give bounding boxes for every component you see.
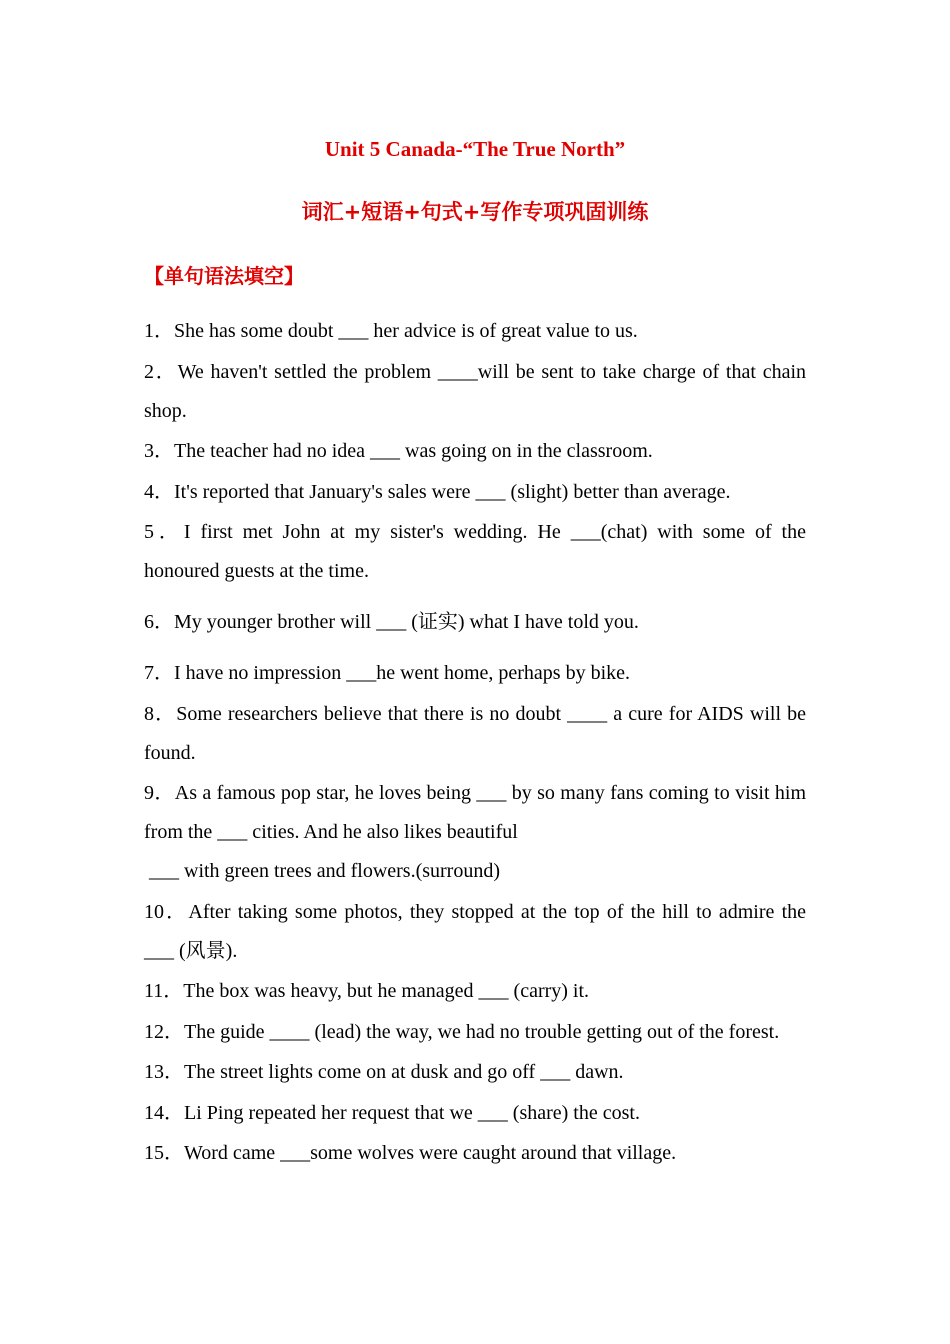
question-item bbox=[144, 654, 806, 693]
question-item bbox=[144, 1134, 806, 1173]
question-number: 11． bbox=[144, 980, 184, 1002]
question-text-continued: ___ with green trees and flowers.(surround) bbox=[144, 860, 501, 882]
question-item bbox=[144, 603, 806, 642]
question-item bbox=[144, 312, 806, 351]
question-item bbox=[144, 1013, 806, 1052]
question-number: 9． bbox=[144, 782, 175, 804]
question-text: She has some doubt ___ her advice is of great value to us. bbox=[174, 320, 638, 342]
section-heading: 【单句语法填空】 bbox=[144, 264, 304, 288]
question-text: The guide ____ (lead) the way, we had no trouble getting out of the forest. bbox=[184, 1020, 780, 1043]
question-text: I have no impression ___he went home, perhaps by bike. bbox=[174, 662, 631, 684]
question-number: 13． bbox=[144, 1061, 184, 1083]
question-item bbox=[144, 1094, 806, 1133]
question-list bbox=[144, 312, 806, 1175]
question-number: 7． bbox=[144, 662, 174, 684]
question-item bbox=[144, 1053, 806, 1092]
question-number: 10． bbox=[144, 900, 189, 923]
question-number: 14． bbox=[144, 1101, 184, 1124]
question-item bbox=[144, 432, 806, 471]
document-title: Unit 5 Canada-“The True North” bbox=[324, 137, 626, 161]
question-text: The street lights come on at dusk and go off ___ dawn. bbox=[184, 1061, 624, 1083]
question-item bbox=[144, 473, 806, 512]
question-item bbox=[144, 893, 806, 971]
question-text: My younger brother will ___ (证实) what I have told you. bbox=[174, 611, 639, 633]
question-number: 15． bbox=[144, 1142, 184, 1164]
question-number: 3． bbox=[144, 440, 174, 462]
question-text: The box was heavy, but he managed ___ (carry) it. bbox=[183, 980, 590, 1002]
document-subtitle: 词汇+短语+句式+写作专项巩固训练 bbox=[301, 200, 649, 224]
question-number: 1． bbox=[144, 320, 174, 342]
question-item bbox=[144, 513, 806, 591]
question-number: 2． bbox=[144, 360, 178, 383]
question-item bbox=[144, 972, 806, 1011]
question-text: I first met John at my sister's wedding. He ___(chat) with some of the honoured guests at the time. bbox=[144, 521, 806, 582]
question-text: Word came ___some wolves were caught around that village. bbox=[184, 1142, 677, 1164]
question-text: Li Ping repeated her request that we ___ (share) the cost. bbox=[184, 1101, 640, 1124]
question-number: 12． bbox=[144, 1020, 184, 1043]
question-item bbox=[144, 353, 806, 431]
question-item bbox=[144, 695, 806, 773]
question-number: 6． bbox=[144, 611, 174, 633]
question-number: 5． bbox=[144, 521, 184, 543]
question-text: It's reported that January's sales were ___ (slight) better than average. bbox=[174, 480, 731, 503]
question-number: 8． bbox=[144, 702, 177, 725]
question-text: We haven't settled the problem ____will be sent to take charge of that chain shop. bbox=[144, 360, 807, 422]
question-text: Some researchers believe that there is no doubt ____ a cure for AIDS will be found. bbox=[144, 702, 806, 764]
question-item bbox=[144, 774, 806, 891]
question-number: 4． bbox=[144, 480, 174, 503]
question-text: The teacher had no idea ___ was going on in the classroom. bbox=[174, 440, 653, 462]
question-text: After taking some photos, they stopped at the top of the hill to admire the ___ (风景). bbox=[144, 900, 807, 962]
question-text: As a famous pop star, he loves being ___ by so many fans coming to visit him from the ___ cities. And he also likes beautiful bbox=[144, 782, 807, 843]
